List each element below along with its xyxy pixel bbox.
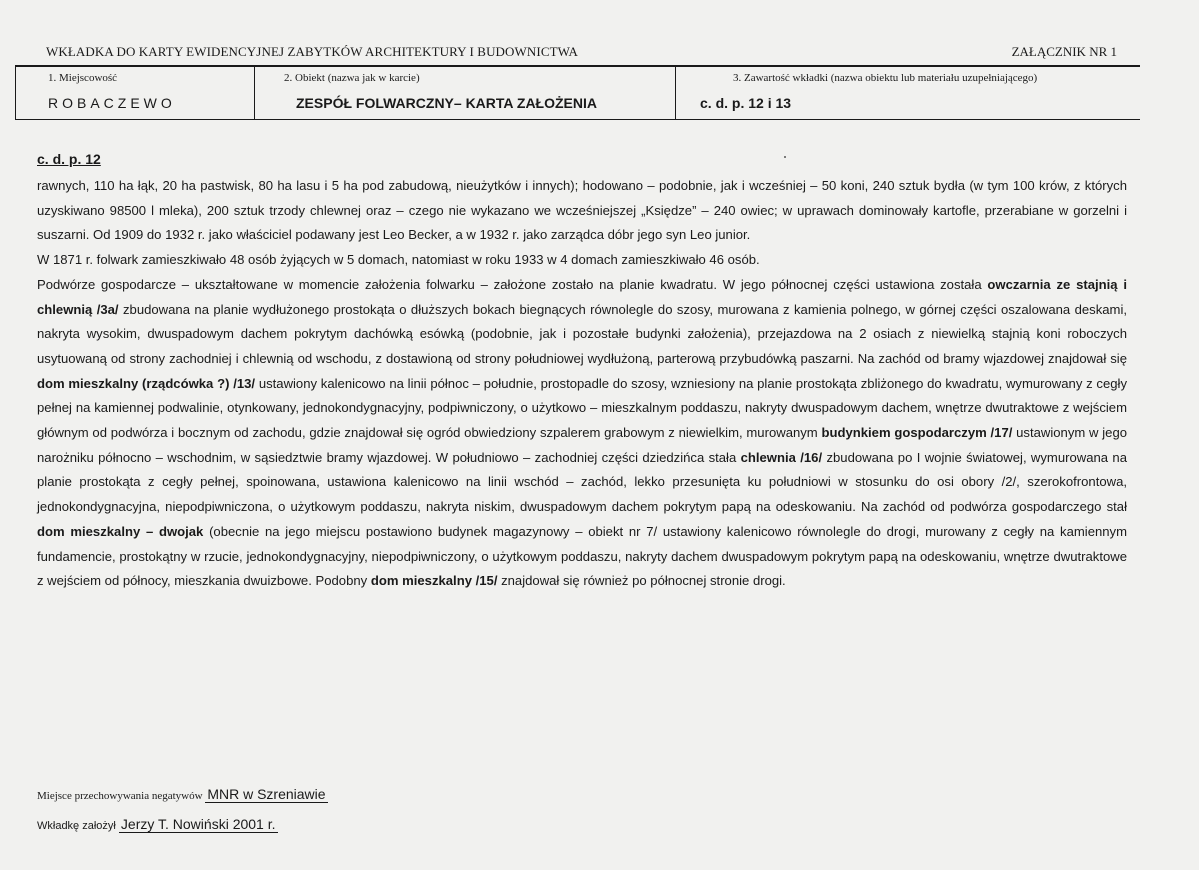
storage-label: Miejsce przechowywania negatywów — [37, 790, 203, 802]
storage-line — [37, 786, 328, 802]
header-top-rule — [15, 65, 1140, 67]
text-run: ustawiony kalenicowo na linii północ – południe, prostopadle do szosy, wzniesiony na planie prostokąta zbliżonego do kwadratu, wymurowany z cegły pełnej na kamiennej podwalinie, otynkowany, jednokondygnacyjny, podpiwniczony, o użytkowo – mieszkalnym poddaszu, nakryty dwuspadowym dachem, wnętrze dwutraktowe z wejściem głównym od podwórza i bocznym od zachodu, gdzie znajdował się ogród obwiedziony szpalerem grabowym z niewielkim, murowanym — [37, 375, 1127, 441]
text-run: zbudowana po I wojnie światowej, wymurowana na planie prostokąta z cegły pełnej, spoinowana, ustawiona kalenicowo na linii wschód – zachód, lekko przesunięta ku południowi w stosunku do osi obory /2/, szerokofrontowa, jednokondygnacyjna, niepodpiwniczona, o użytkowym poddaszu, nakryta niskim, dwuspadowym dachem pokrytym papą na odeskowaniu. Na zachód od podwórza gospodarczego stał — [37, 449, 1127, 515]
header-bottom-rule — [15, 119, 1140, 120]
body-text — [37, 174, 1127, 594]
content-label: 3. Zawartość wkładki (nazwa obiektu lub materiału uzupełniającego) — [733, 72, 1038, 84]
bold-run-double-house: dom mieszkalny – dwojak — [37, 523, 204, 539]
paragraph-2: W 1871 r. folwark zamieszkiwało 48 osób żyjących w 5 domach, natomiast w roku 1933 w 4 domach zamieszkiwało 46 osób. — [37, 252, 760, 268]
header-divider-2 — [254, 65, 255, 120]
scan-speck — [784, 156, 786, 158]
annex-number: ZAŁĄCZNIK NR 1 — [1011, 44, 1117, 59]
storage-value: MNR w Szreniawie — [207, 786, 326, 802]
bold-run-farm-building: budynkiem gospodarczym /17/ — [821, 425, 1013, 441]
text-run: zbudowana na planie wydłużonego prostokąta o dłuższych bokach biegnących równolegle do szosy, murowana z kamienia polnego, w górnej części oszalowana deskami, nakryta wysokim, dwuspadowym dachem pokrytym dachówką esówką (podobnie, jak i pozostałe budynki założenia), przejazdowa na 2 osiach z niewielką stajnią koni roboczych usytuowaną od strony zachodniej i chlewnią od wschodu, z dostawioną od strony południowej wydłużoną, parterową przybudówką paszarni. Na zachód od bramy wjazdowej znajdował się — [37, 301, 1127, 366]
text-run: znajdował się również po północnej stronie drogi. — [497, 573, 786, 589]
locality-value: ROBACZEWO — [48, 95, 176, 111]
locality-label: 1. Miejscowość — [48, 72, 118, 84]
text-run: ustawionym w jego narożniku północno – wschodnim, w sąsiedztwie bramy wjazdowej. W południowo – zachodniej części dziedzińca stała — [37, 425, 1128, 465]
bold-run-sheepfold: owczarnia ze stajnią i chlewnią /3a/ — [37, 276, 1127, 317]
author-label: Wkładkę założył — [37, 820, 116, 832]
bold-run-pigsty: chlewnia /16/ — [740, 449, 823, 465]
object-label: 2. Obiekt (nazwa jak w karcie) — [284, 72, 420, 84]
bold-run-manager-house: dom mieszkalny (rządcówka ?) /13/ — [37, 375, 256, 391]
header-divider-1 — [15, 65, 16, 120]
author-value: Jerzy T. Nowiński 2001 r. — [120, 816, 276, 832]
paragraph-3 — [37, 273, 1127, 594]
section-title: c. d. p. 12 — [37, 151, 101, 167]
author-line — [37, 816, 278, 832]
object-value: ZESPÓŁ FOLWARCZNY– KARTA ZAŁOŻENIA — [296, 95, 597, 111]
paragraph-1: rawnych, 110 ha łąk, 20 ha pastwisk, 80 ha lasu i 5 ha pod zabudową, nieużytków i innych); hodowano – podobnie, jak i wcześniej – 50 koni, 240 sztuk bydła (w tym 100 krów, z których uzyskiwano 98500 l mleka), 200 sztuk trzody chlewnej oraz – czego nie wykazano we wcześniejszej „Księdze” – 240 owiec; w uprawach dominowały kartofle, przerabiane w gorzelni i suszarni. Od 1909 do 1932 r. jako właściciel podawany jest Leo Becker, a w 1932 r. jako zarządca dóbr jego syn Leo junior. — [37, 178, 1127, 243]
text-run: (obecnie na jego miejscu postawiono budynek magazynowy – obiekt nr 7/ ustawiony kalenicowo równolegle do drogi, murowany z cegły na kamiennym fundamencie, prostokątny w rzucie, jednokondygnacyjny, niepodpiwniczony, o użytkowym poddaszu, nakryty dachem dwuspadowym pokrytym papą na odeskowaniu, wnętrze dwutraktowe z wejściem od północy, mieszkania dwuizbowe. Podobny — [37, 523, 1127, 589]
text-run: Podwórze gospodarcze – ukształtowane w momencie założenia folwarku – założone zostało na planie kwadratu. W jego północnej części ustawiona została — [37, 276, 988, 292]
bold-run-house-15: dom mieszkalny /15/ — [370, 573, 498, 589]
header-divider-3 — [675, 65, 676, 120]
form-title: WKŁADKA DO KARTY EWIDENCYJNEJ ZABYTKÓW ARCHITEKTURY I BUDOWNICTWA — [46, 44, 579, 59]
content-value: c. d. p. 12 i 13 — [700, 95, 792, 111]
